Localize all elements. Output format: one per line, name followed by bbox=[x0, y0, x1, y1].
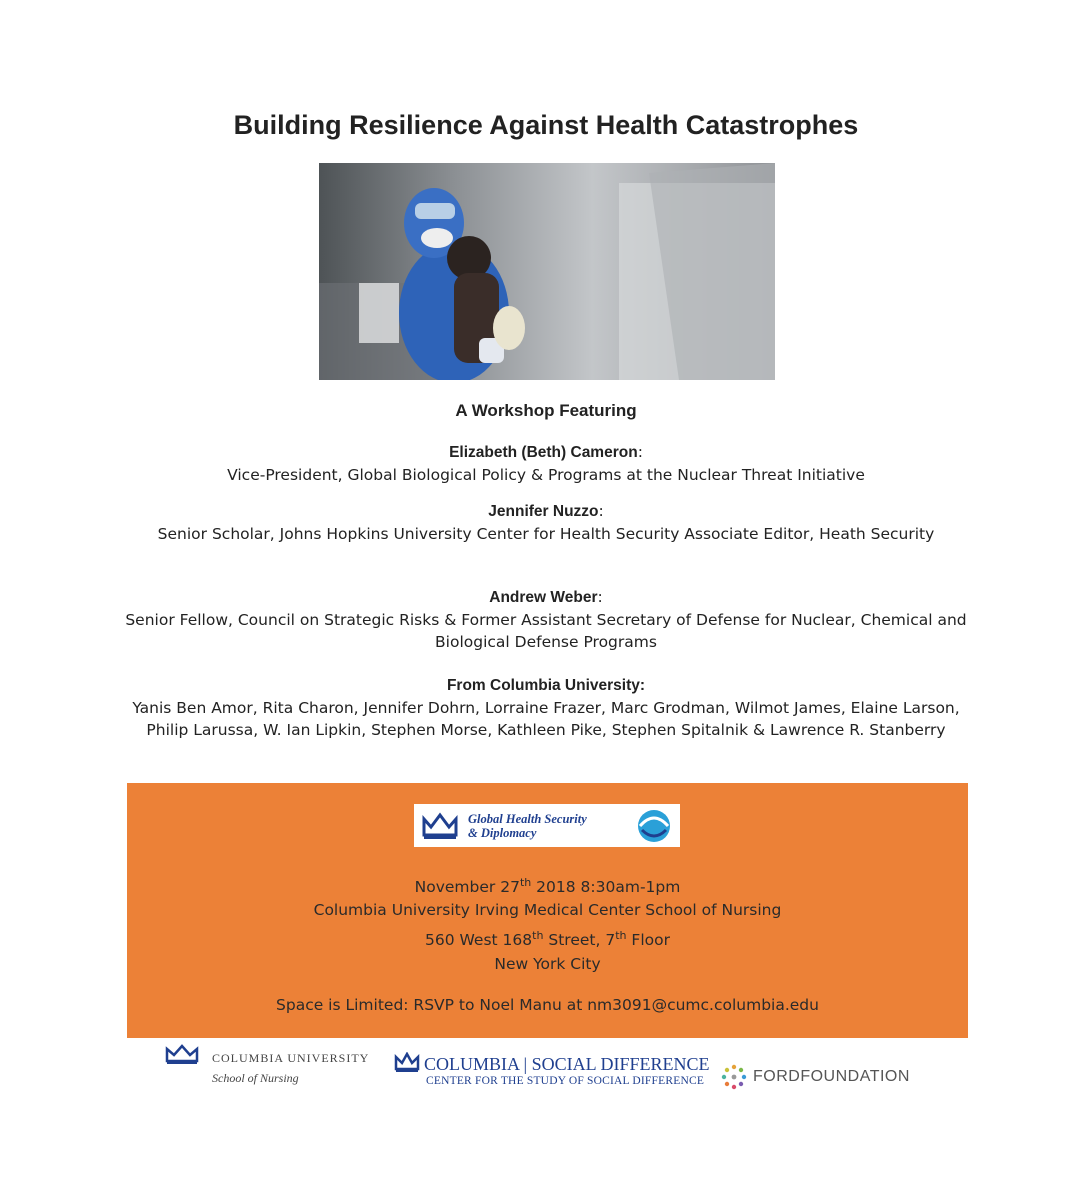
event-details-panel bbox=[127, 783, 968, 1038]
ford-foundation-logo: FORDFOUNDATION bbox=[721, 1064, 747, 1094]
rsvp-text: Space is Limited: RSVP to Noel Manu at nm3091@cumc.columbia.edu bbox=[276, 996, 819, 1014]
globe-hands-icon bbox=[634, 808, 674, 844]
ford-mark-icon bbox=[721, 1064, 747, 1090]
columbia-names: Yanis Ben Amor, Rita Charon, Jennifer Dohrn, Lorraine Frazer, Marc Grodman, Wilmot James, Elaine Larson, Philip Larussa, W. Ian Lipkin, Stephen Morse, Kathleen Pike, Stephen Spitalnik & Lawrence R. Stanberry bbox=[132, 699, 960, 739]
event-venue: Columbia University Irving Medical Center School of Nursing bbox=[313, 901, 782, 919]
speaker-name: Andrew Weber bbox=[489, 589, 598, 606]
crown-icon bbox=[420, 811, 460, 841]
speaker-cameron: Elizabeth (Beth) Cameron: Vice-President, Global Biological Policy & Programs at the Nuclear Threat Initiative bbox=[120, 441, 972, 486]
speaker-name: Elizabeth (Beth) Cameron bbox=[449, 444, 638, 461]
columbia-heading: From Columbia University: bbox=[446, 677, 646, 694]
columbia-faculty bbox=[110, 674, 982, 741]
event-address: 560 West 168th Street, 7th Floor bbox=[425, 929, 670, 950]
speaker-nuzzo: Jennifer Nuzzo: Senior Scholar, Johns Hopkins University Center for Health Security Associate Editor, Heath Security bbox=[120, 500, 972, 545]
event-date: November 27th 2018 8:30am-1pm bbox=[414, 876, 681, 897]
ghsd-logo: Global Health Security & Diplomacy bbox=[414, 804, 680, 847]
workshop-heading: A Workshop Featuring bbox=[455, 401, 637, 420]
crown-icon bbox=[394, 1052, 420, 1074]
speaker-role: Senior Fellow, Council on Strategic Risks & Former Assistant Secretary of Defense for Nuclear, Chemical and Biological Defense Programs bbox=[125, 611, 967, 651]
social-difference-logo: COLUMBIA | SOCIAL DIFFERENCE CENTER FOR THE STUDY OF SOCIAL DIFFERENCE bbox=[394, 1052, 420, 1078]
speaker-role: Senior Scholar, Johns Hopkins University Center for Health Security Associate Editor, Heath Security bbox=[157, 525, 935, 543]
columbia-nursing-logo: COLUMBIA UNIVERSITY School of Nursing bbox=[164, 1044, 200, 1070]
speaker-name: Jennifer Nuzzo bbox=[488, 503, 599, 520]
speaker-role: Vice-President, Global Biological Policy & Programs at the Nuclear Threat Initiative bbox=[227, 466, 865, 484]
hero-photo bbox=[319, 163, 775, 380]
page-title: Building Resilience Against Health Catastrophes bbox=[233, 110, 859, 140]
event-city: New York City bbox=[494, 955, 601, 973]
crown-icon bbox=[164, 1044, 200, 1066]
speaker-weber: Andrew Weber: Senior Fellow, Council on Strategic Risks & Former Assistant Secretary of Defense for Nuclear, Chemical and Biological Defense Programs bbox=[120, 586, 972, 653]
